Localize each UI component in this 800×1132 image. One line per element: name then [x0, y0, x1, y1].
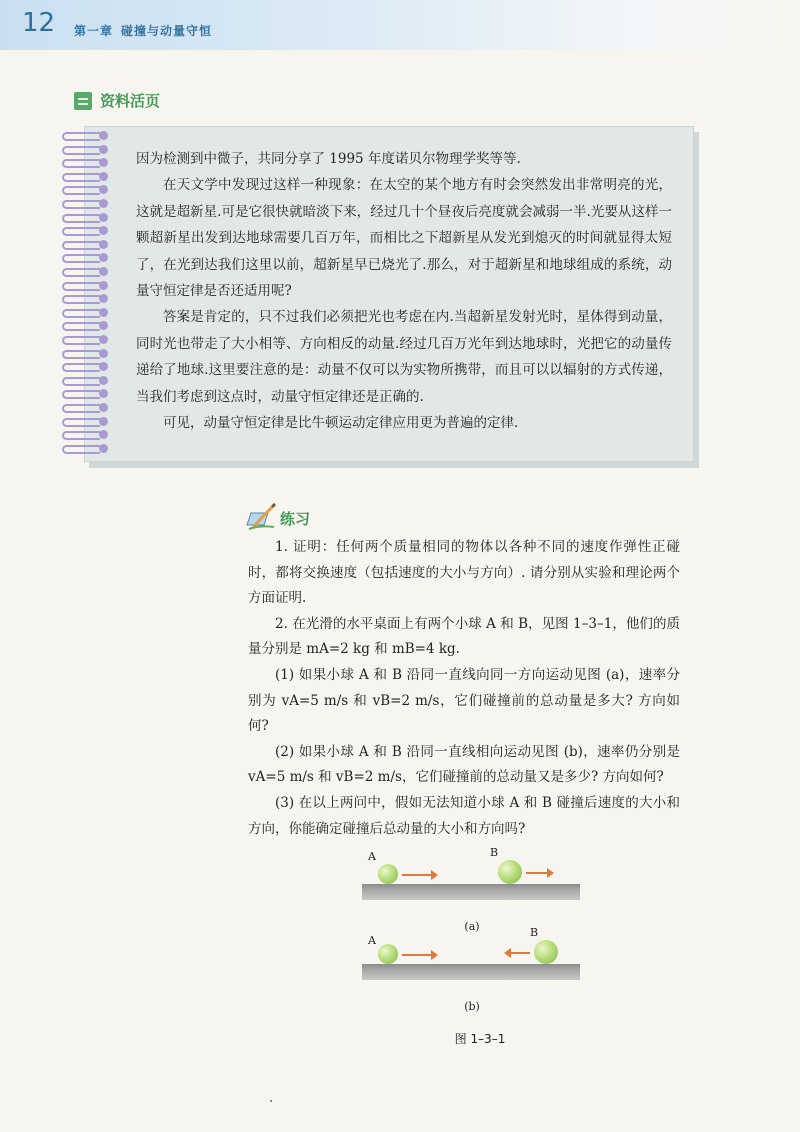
ball-a — [378, 944, 398, 964]
table-surface-b — [362, 964, 580, 980]
spiral-ring — [62, 268, 100, 277]
spiral-ring — [62, 390, 100, 399]
chapter-title: 碰撞与动量守恒 — [121, 24, 213, 38]
exercise-section-title: 练习 — [280, 510, 311, 528]
spiral-ring — [62, 363, 100, 372]
spiral-ring — [62, 295, 100, 304]
spiral-ring — [62, 227, 100, 236]
spiral-ring — [62, 254, 100, 263]
chapter-number: 第一章 — [74, 24, 114, 38]
reading-paragraph: 答案是肯定的，只不过我们必须把光也考虑在内.当超新星发射光时，星体得到动量，同时光也带走了大小相等、方向相反的动量.经过几百万光年到达地球时，光把它的动量传递给了地球.这里要注意的是：动量不仅可以为实物所携带，而且可以以辐射的方式传递，当我们考虑到这点时，动量守恒定律还是正确的. — [136, 309, 672, 405]
ball-a-label: A — [368, 850, 376, 863]
spiral-ring — [62, 445, 100, 454]
spiral-ring — [62, 146, 100, 155]
exercise-text — [248, 535, 680, 842]
velocity-arrow-a — [402, 954, 432, 956]
reading-text — [136, 146, 672, 436]
ball-b-label: B — [490, 846, 499, 859]
spiral-binding — [62, 126, 102, 460]
ball-b — [534, 940, 558, 964]
velocity-arrow-b — [510, 952, 530, 954]
spiral-ring — [62, 173, 100, 182]
spiral-ring — [62, 350, 100, 359]
spiral-ring — [62, 214, 100, 223]
spiral-ring — [62, 377, 100, 386]
exercise-item: 1. 证明：任何两个质量相同的物体以各种不同的速度作弹性正碰时，都将交换速度（包括速度的大小与方向）. 请分别从实验和理论两个方面证明. — [248, 539, 680, 607]
spiral-ring — [62, 336, 100, 345]
pencil-notebook-icon — [244, 503, 278, 531]
collision-figure — [354, 846, 584, 1046]
page-speck — [270, 1100, 272, 1102]
exercise-item: 2. 在光滑的水平桌面上有两个小球 A 和 B，见图 1–3–1，他们的质量分别是 mA=2 kg 和 mB=4 kg. — [248, 615, 680, 658]
ball-b — [498, 860, 522, 884]
book-icon — [74, 92, 92, 110]
reading-paragraph: 在天文学中发现过这样一种现象：在太空的某个地方有时会突然发出非常明亮的光，这就是超新星.可是它很快就暗淡下来，经过几十个昼夜后亮度就会减弱一半.光要从这样一颗超新星出发到达地球需要几百万年，而相比之下超新星从发光到熄灭的时间就显得太短了，在光到达我们这里以前，超新星早已烧光了.那么，对于超新星和地球组成的系统，动量守恒定律是否还适用呢? — [136, 177, 672, 300]
reading-paragraph: 可见，动量守恒定律是比牛顿运动定律应用更为普遍的定律. — [163, 415, 519, 432]
exercise-item: (2) 如果小球 A 和 B 沿同一直线相向运动见图 (b)，速率仍分别是 vA=5 m/s 和 vB=2 m/s，它们碰撞前的总动量又是多少? 方向如何? — [248, 743, 680, 786]
page-number: 12 — [22, 8, 56, 38]
spiral-ring — [62, 309, 100, 318]
spiral-ring — [62, 241, 100, 250]
reading-paragraph: 因为检测到中微子，共同分享了 1995 年度诺贝尔物理学奖等等. — [136, 151, 521, 167]
chapter-heading — [74, 22, 220, 39]
exercise-section-heading — [244, 503, 364, 531]
ball-a — [378, 864, 398, 884]
velocity-arrow-b — [526, 872, 548, 874]
table-surface-a — [362, 884, 580, 900]
exercise-item: (1) 如果小球 A 和 B 沿同一直线向同一方向运动见图 (a)，速率分别为 vA=5 m/s 和 vB=2 m/s，它们碰撞前的总动量是多大? 方向如何? — [248, 666, 680, 735]
spiral-ring — [62, 404, 100, 413]
ball-a-label: A — [368, 934, 376, 947]
spiral-ring — [62, 186, 100, 195]
ball-b-label: B — [530, 926, 539, 939]
exercise-item: (3) 在以上两问中，假如无法知道小球 A 和 B 碰撞后速度的大小和方向，你能确定碰撞后总动量的大小和方向吗? — [248, 794, 680, 837]
spiral-ring — [62, 200, 100, 209]
reading-section-title: 资料活页 — [100, 92, 161, 110]
subfigure-b-caption: (b) — [464, 1000, 480, 1013]
spiral-ring — [62, 431, 100, 440]
spiral-ring — [62, 322, 100, 331]
figure-caption: 图 1–3–1 — [454, 1032, 506, 1046]
spiral-ring — [62, 132, 100, 141]
spiral-ring — [62, 282, 100, 291]
spiral-ring — [62, 159, 100, 168]
subfigure-a-caption: (a) — [464, 920, 480, 933]
spiral-ring — [62, 418, 100, 427]
page-header — [0, 0, 800, 50]
velocity-arrow-a — [402, 874, 432, 876]
